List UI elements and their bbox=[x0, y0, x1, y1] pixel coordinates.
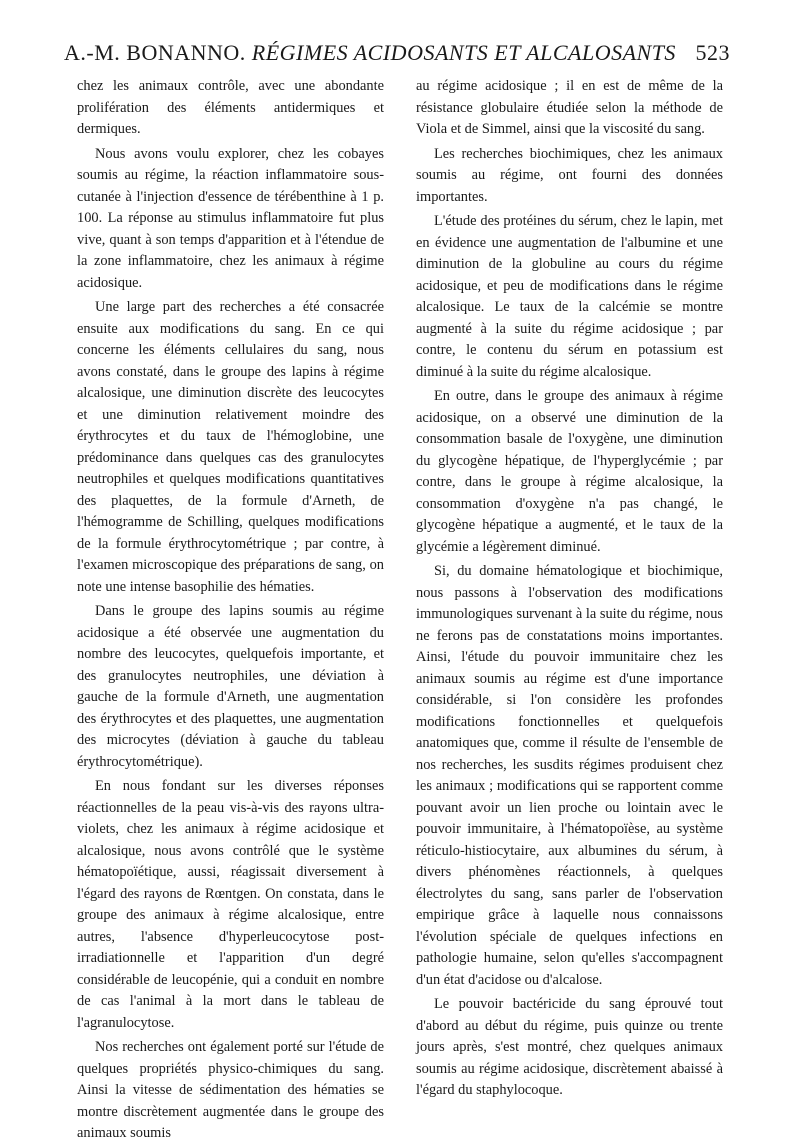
paragraph: En outre, dans le groupe des animaux à régime acidosique, on a observé une diminution de la consommation basale de l'oxygène, une diminution du glycogène hépatique, de l'hyperglycémie ; par contre, dans le groupe à régime alcalosique, la consommation d'oxygène n'a pas changé, le glycogène hépatique a augmenté, et le taux de la glycémie a légèrement diminué. bbox=[416, 388, 723, 555]
paragraph: au régime acidosique ; il en est de même de la résistance globulaire étudiée selon la méthode de Viola et de Simmel, ainsi que la viscosité du sang. bbox=[416, 78, 723, 137]
paragraph: Nous avons voulu explorer, chez les cobayes soumis au régime, la réaction inflammatoire sous-cutanée à l'injection d'essence de térébenthine à 1 p. 100. La réponse au stimulus inflammatoire fut plus vive, quant à son temps d'apparition et à l'étendue de la zone inflammatoire, chez les animaux à régime acidosique. bbox=[77, 145, 384, 291]
paragraph: L'étude des protéines du sérum, chez le lapin, met en évidence une augmentation de l'albumine et une diminution de la globuline au cours du régime acidosique, et peu de modifications dans le régime alcalosique. Le taux de la calcémie se montre augmenté à la suite du régime acidosique ; par contre, le contenu du sérum en potassium est diminué à la suite du régime alcalosique. bbox=[416, 213, 723, 380]
right-column bbox=[416, 76, 723, 1105]
header-author: A.-M. BONANNO. bbox=[64, 40, 246, 65]
page-number: 523 bbox=[695, 40, 730, 65]
paragraph: En nous fondant sur les diverses réponses réactionnelles de la peau vis-à-vis des rayons ultra-violets, chez les animaux à régime acidosique et alcalosique, nous avons contrôlé que le système hématopoïétique, aussi, réagissait diversement à l'égard des rayons de Rœntgen. On constata, dans le groupe des animaux à régime alcalosique, entre autres, l'absence d'hyperleucocytose post-irradiationnelle et l'apparition d'un degré considérable de leucopénie, qui a conduit en nombre de cas l'animal à la mort dans le tableau de l'agranulocytose. bbox=[77, 778, 384, 1031]
paragraph: Le pouvoir bactéricide du sang éprouvé tout d'abord au début du régime, puis quinze ou trente jours après, s'est montré, chez quelques animaux soumis au régime acidosique, discrètement abaissé à l'égard du staphylocoque. bbox=[416, 996, 723, 1098]
paragraph: chez les animaux contrôle, avec une abondante prolifération des éléments antidermiques et dermiques. bbox=[77, 78, 384, 137]
running-header bbox=[64, 40, 730, 70]
paragraph: Une large part des recherches a été consacrée ensuite aux modifications du sang. En ce qui concerne les éléments cellulaires du sang, nous avons constaté, dans le groupe des lapins à régime alcalosique, une diminution discrète des leucocytes et une diminution relativement moindre des érythrocytes et du taux de l'hémoglobine, une prédominance dans quelques cas des granulocytes neutrophiles et quelques modifications quantitatives des plaquettes, de la formule d'Arneth, de l'hémogramme de Schilling, quelques modifications de la formule érythrocytométrique ; par contre, à l'examen microscopique des préparations de sang, on note une intense basophilie des hématies. bbox=[77, 299, 384, 595]
header-title: RÉGIMES ACIDOSANTS ET ALCALOSANTS bbox=[251, 40, 676, 65]
paragraph: Nos recherches ont également porté sur l'étude de quelques propriétés physico-chimiques du sang. Ainsi la vitesse de sédimentation des hématies se montre discrètement augmentée dans le groupe des animaux soumis bbox=[77, 1039, 384, 1141]
header-author-and-title bbox=[64, 40, 676, 66]
paragraph: Les recherches biochimiques, chez les animaux soumis au régime, ont fourni des données importantes. bbox=[416, 145, 723, 205]
left-column bbox=[77, 76, 384, 1148]
paragraph: Si, du domaine hématologique et biochimique, nous passons à l'observation des modifications immunologiques survenant à la suite du régime, nous ne ferons pas de constatations moins importantes. Ainsi, l'étude du pouvoir immunitaire chez les animaux soumis au régime est d'une importance considérable, si l'on considère les profondes modifications fonctionnelles et quelquefois anatomiques que, comme il résulte de l'ensemble de nos recherches, les susdits régimes produisent chez les animaux ; modifications qui se rapportent comme pouvant avoir un lien proche ou lointain avec le pouvoir immunitaire, à l'hématopoïèse, au système réticulo-histiocytaire, aux albumines du sérum, à divers phénomènes réactionnels, à quelques électrolytes du sang, sans parler de l'observation empirique grâce à laquelle nous connaissons l'évolution spéciale de quelques infections en pathologie humaine, selon qu'elles s'accompagnent d'un état d'acidose ou d'alcalose. bbox=[416, 563, 723, 988]
paragraph: Dans le groupe des lapins soumis au régime acidosique a été observée une augmentation du nombre des leucocytes, quelquefois importante, et des granulocytes neutrophiles, une déviation à gauche de la formule d'Arneth, une augmentation des érythrocytes et des plaquettes, une augmentation des microcytes (déviation à gauche du tableau érythrocytométrique). bbox=[77, 603, 384, 770]
